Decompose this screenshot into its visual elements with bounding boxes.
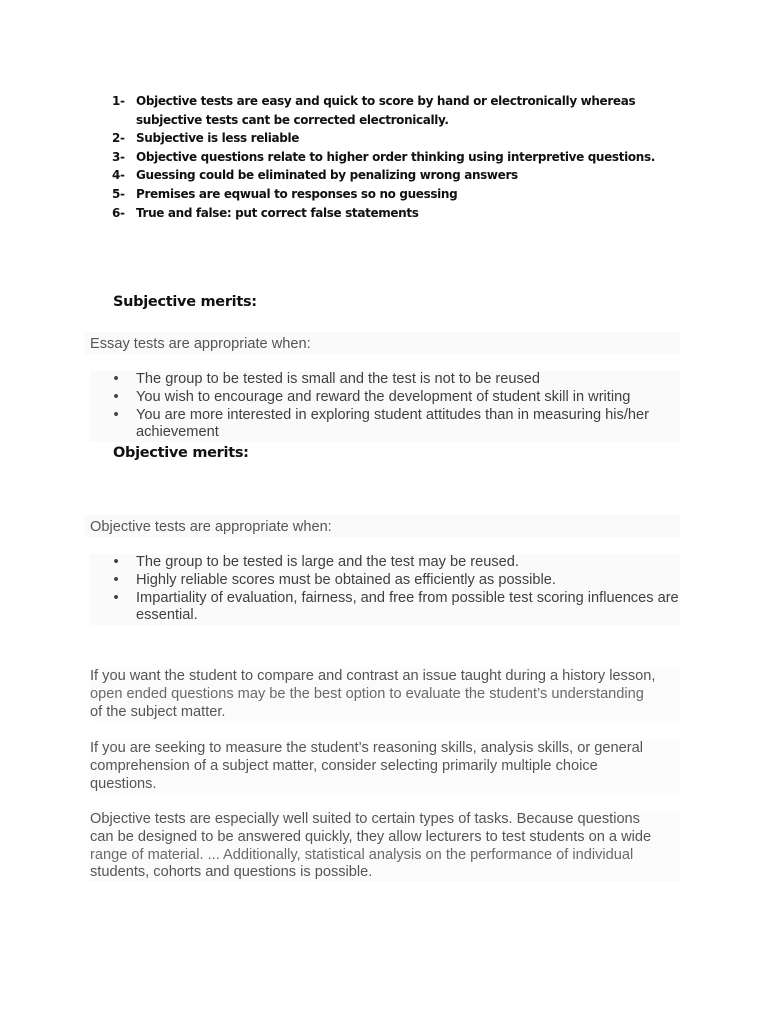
paragraph-line: comprehension of a subject matter, consider selecting primarily multiple choice xyxy=(90,757,598,774)
list-text: Premises are eqwual to responses so no guessing xyxy=(136,186,458,201)
paragraph-history-lesson xyxy=(90,668,680,721)
list-number: 6- xyxy=(112,205,125,220)
objective-bullet-list xyxy=(90,554,680,625)
essay-intro: Essay tests are appropriate when: xyxy=(90,336,311,352)
bullet-icon: • xyxy=(113,371,119,387)
paragraph-line: of the subject matter. xyxy=(90,703,226,720)
subjective-bullet-list xyxy=(90,371,680,442)
paragraph-line: Objective tests are especially well suited to certain types of tasks. Because questions xyxy=(90,811,640,827)
bullet-icon: • xyxy=(113,554,119,570)
bullet-icon: • xyxy=(113,589,119,606)
list-item xyxy=(112,166,672,185)
list-item xyxy=(112,92,672,129)
bullet-text: You are more interested in exploring student attitudes than in measuring his/her achievement xyxy=(136,406,649,441)
bullet-icon: • xyxy=(113,388,119,405)
bullet-text: The group to be tested is small and the test is not to be reused xyxy=(136,371,541,387)
paragraph-line: questions. xyxy=(90,775,157,792)
paragraph-reasoning-skills xyxy=(90,740,680,793)
bullet-icon: • xyxy=(113,571,119,588)
list-number: 4- xyxy=(112,168,125,183)
numbered-list xyxy=(112,92,672,222)
bullet-text: You wish to encourage and reward the development of student skill in writing xyxy=(136,388,631,405)
list-text: Subjective is less reliable xyxy=(136,131,300,146)
list-number: 2- xyxy=(112,131,125,146)
list-text: Guessing could be eliminated by penalizing wrong answers xyxy=(136,168,518,183)
objective-intro: Objective tests are appropriate when: xyxy=(90,519,332,535)
list-text: Objective questions relate to higher order thinking using interpretive questions. xyxy=(136,149,655,164)
bullet-item xyxy=(90,590,680,626)
bullet-item xyxy=(90,407,680,443)
paragraph-line: If you are seeking to measure the student’s reasoning skills, analysis skills, or general xyxy=(90,740,643,756)
bullet-item xyxy=(90,554,680,572)
paragraph-line: open ended questions may be the best option to evaluate the student’s understanding xyxy=(90,685,644,702)
list-item xyxy=(112,204,672,223)
objective-merits-heading: Objective merits: xyxy=(113,445,249,461)
list-number: 3- xyxy=(112,149,125,164)
paragraph-line: If you want the student to compare and contrast an issue taught during a history lesson, xyxy=(90,668,656,684)
list-item xyxy=(112,129,672,148)
list-number: 5- xyxy=(112,186,125,201)
paragraph-line: range of material. ... Additionally, statistical analysis on the performance of individual xyxy=(90,846,634,863)
bullet-text: Highly reliable scores must be obtained as efficiently as possible. xyxy=(136,571,556,588)
bullet-text: The group to be tested is large and the test may be reused. xyxy=(136,554,519,570)
list-text: True and false: put correct false statements xyxy=(136,205,419,220)
bullet-item xyxy=(90,371,680,389)
list-number: 1- xyxy=(112,94,125,108)
subjective-merits-heading: Subjective merits: xyxy=(113,294,257,310)
list-item xyxy=(112,185,672,204)
bullet-item xyxy=(90,572,680,590)
paragraph-objective-tests xyxy=(90,811,680,882)
bullet-item xyxy=(90,389,680,407)
bullet-icon: • xyxy=(113,406,119,423)
list-text: Objective tests are easy and quick to score by hand or electronically whereas subjective tests cant be corrected electronically. xyxy=(136,94,636,127)
bullet-text: Impartiality of evaluation, fairness, and free from possible test scoring influences are essential. xyxy=(136,589,679,624)
paragraph-line: can be designed to be answered quickly, they allow lecturers to test students on a wide xyxy=(90,828,652,845)
paragraph-line: students, cohorts and questions is possible. xyxy=(90,864,373,881)
list-item xyxy=(112,148,672,167)
